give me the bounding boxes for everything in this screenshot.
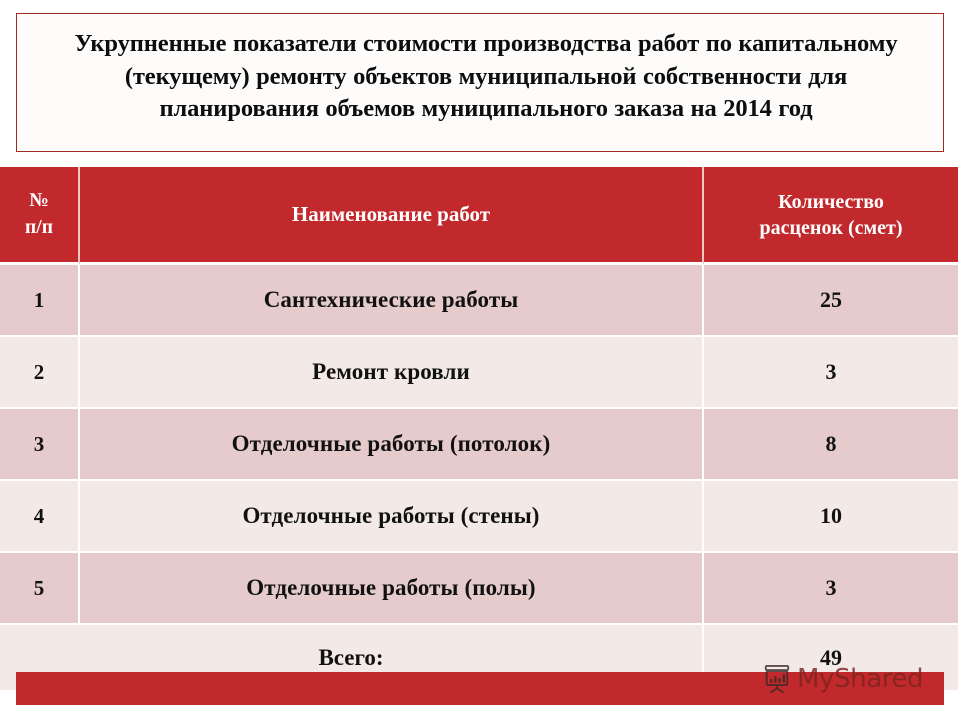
page-title: Укрупненные показатели стоимости производства работ по капитальному (текущему) ремонту объектов муниципальной собственности для планирования объемов муниципального заказа на 2014 год [74, 30, 898, 123]
title-box [16, 13, 944, 152]
row-number: 5 [0, 553, 80, 625]
total-label: Всего: [0, 625, 704, 690]
row-count: 3 [704, 337, 958, 409]
column-header-name: Наименование работ [80, 167, 704, 265]
table-row [0, 481, 958, 553]
footer-accent-bar [16, 672, 944, 705]
row-count: 8 [704, 409, 958, 481]
row-number: 2 [0, 337, 80, 409]
column-header-count [704, 167, 958, 265]
table-body [0, 265, 958, 690]
column-header-number-line1: № [29, 190, 49, 212]
column-header-count-line2: расценок (смет) [759, 216, 903, 239]
row-work-name: Ремонт кровли [80, 337, 704, 409]
column-header-number-line2: п/п [25, 216, 53, 238]
table-row [0, 265, 958, 337]
row-work-name: Отделочные работы (потолок) [80, 409, 704, 481]
row-count: 25 [704, 265, 958, 337]
table-head [0, 167, 958, 265]
works-table-container [0, 167, 958, 670]
table-row [0, 337, 958, 409]
row-work-name: Отделочные работы (полы) [80, 553, 704, 625]
row-number: 1 [0, 265, 80, 337]
row-work-name: Сантехнические работы [80, 265, 704, 337]
row-work-name: Отделочные работы (стены) [80, 481, 704, 553]
myshared-watermark-text: MyShared [797, 664, 924, 694]
works-table [0, 167, 958, 690]
table-row [0, 409, 958, 481]
row-count: 3 [704, 553, 958, 625]
row-number: 4 [0, 481, 80, 553]
column-header-number [0, 167, 80, 265]
table-header-row [0, 167, 958, 265]
row-count: 10 [704, 481, 958, 553]
table-row [0, 553, 958, 625]
column-header-count-line1: Количество [778, 190, 884, 213]
row-number: 3 [0, 409, 80, 481]
total-value: 49 [704, 625, 958, 690]
